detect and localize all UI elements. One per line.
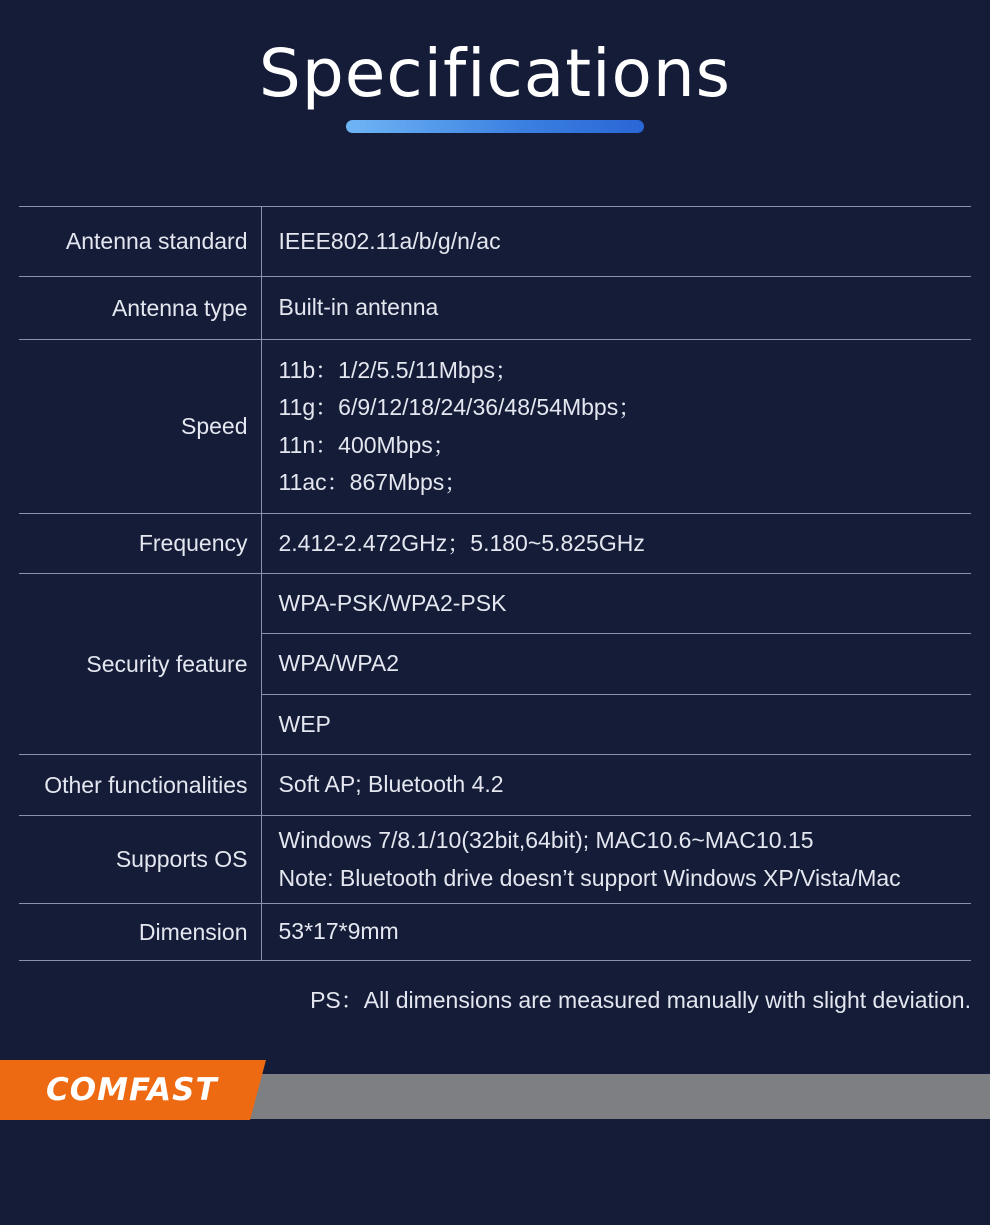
page-title: Specifications: [258, 35, 732, 112]
title-underline: [346, 120, 644, 133]
row-label: Other functionalities: [19, 755, 261, 816]
table-row: [19, 277, 971, 340]
row-value: Windows 7/8.1/10(32bit,64bit); MAC10.6~MAC10.15 Note: Bluetooth drive doesn’t support Windows XP/Vista/Mac: [261, 816, 971, 904]
row-label: Antenna type: [19, 277, 261, 340]
table-row: [19, 340, 971, 514]
comfast-logo: COMFAST: [46, 1072, 218, 1108]
row-label: Dimension: [19, 904, 261, 961]
row-value: WPA/WPA2: [261, 634, 971, 695]
row-value: Soft AP; Bluetooth 4.2: [261, 755, 971, 816]
footer-bar: [250, 1074, 990, 1119]
row-value: 2.412-2.472GHz；5.180~5.825GHz: [261, 514, 971, 574]
table-row: [19, 574, 971, 634]
table-row: [19, 755, 971, 816]
row-value: WEP: [261, 695, 971, 755]
table-row: [19, 816, 971, 904]
row-value: WPA-PSK/WPA2-PSK: [261, 574, 971, 634]
row-label: Antenna standard: [19, 207, 261, 277]
row-value: IEEE802.11a/b/g/n/ac: [261, 207, 971, 277]
row-value: 11b：1/2/5.5/11Mbps； 11g：6/9/12/18/24/36/48/54Mbps； 11n：400Mbps； 11ac：867Mbps；: [261, 340, 971, 514]
table-row: [19, 904, 971, 961]
footnote: PS：All dimensions are measured manually with slight deviation.: [310, 987, 971, 1013]
row-label: Frequency: [19, 514, 261, 574]
row-value: 53*17*9mm: [261, 904, 971, 961]
row-value: Built-in antenna: [261, 277, 971, 340]
row-label: Speed: [19, 340, 261, 514]
row-label: Supports OS: [19, 816, 261, 904]
spec-table: [19, 206, 971, 961]
table-row: [19, 207, 971, 277]
row-label: Security feature: [19, 574, 261, 755]
table-row: [19, 514, 971, 574]
